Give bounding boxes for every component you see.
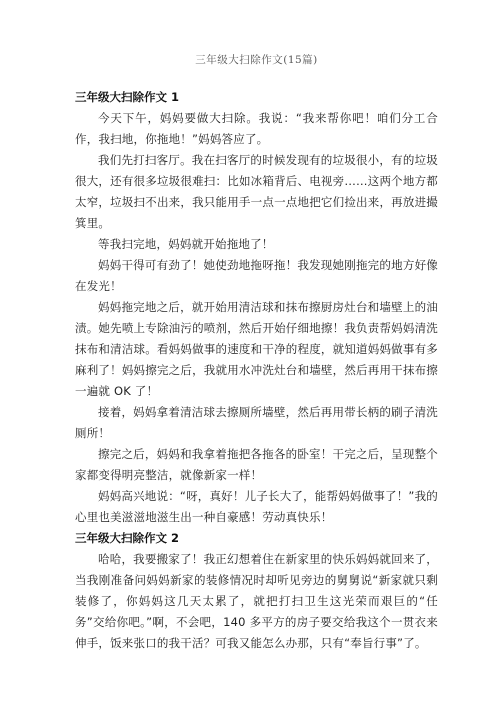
section-heading: 三年级大扫除作文 1	[75, 90, 180, 104]
paragraph: 哈哈，我要搬家了！我正幻想着住在新家里的快乐妈妈就回来了，当我刚准备问妈妈新家的装修情况时却听见旁边的舅舅说“新家就只剩装修了，你妈妈这几天太累了，就把打扫卫生这光荣而艰巨的“任务”交给你吧。”啊，不会吧，140 多平方的房子要交给我这个一贯衣来伸手，饭来张口的我干活？可我又能怎么办那，只有“奉旨行事”了。	[75, 552, 438, 650]
paragraph: 等我扫完地，妈妈就开始拖地了！	[98, 237, 274, 251]
paragraph: 妈妈拖完地之后，就开始用清洁球和抹布擦厨房灶台和墙壁上的油渍。她先喷上专除油污的喷剂，然后开始仔细地擦！我负责帮妈妈清洗抹布和清洁球。看妈妈做事的速度和干净的程度，就知道妈妈做事有多麻利了！妈妈擦完之后，我就用水冲洗灶台和墙壁，然后再用干抹布擦一遍就 OK 了！	[75, 300, 438, 398]
paragraph: 妈妈干得可有劲了！她使劲地拖呀拖！我发现她刚拖完的地方好像在发光！	[75, 258, 438, 293]
section-heading: 三年级大扫除作文 2	[75, 531, 180, 545]
paragraph: 擦完之后，妈妈和我拿着拖把各拖各的卧室！干完之后，呈现整个家都变得明亮整洁，就像新家一样！	[75, 447, 438, 482]
paragraph: 接着，妈妈拿着清洁球去擦厕所墙壁，然后再用带长柄的刷子清洗厕所！	[75, 405, 438, 440]
paragraph: 今天下午，妈妈要做大扫除。我说：“我来帮你吧！咱们分工合作，我扫地，你拖地！”妈妈答应了。	[75, 111, 438, 146]
paragraph: 我们先打扫客厅。我在扫客厅的时候发现有的垃圾很小，有的垃圾很大，还有很多垃圾很难扫：比如冰箱背后、电视旁……这两个地方都太窄，垃圾扫不出来，我只能用手一点一点地把它们捡出来，再放进撮箕里。	[75, 153, 438, 230]
paragraph: 妈妈高兴地说：“呀，真好！儿子长大了，能帮妈妈做事了！”我的心里也美滋滋地滋生出一种自豪感！劳动真快乐！	[75, 489, 438, 524]
section-2	[75, 528, 438, 654]
section-1	[75, 87, 438, 528]
document-title: 三年级大扫除作文(15篇)	[195, 54, 318, 66]
